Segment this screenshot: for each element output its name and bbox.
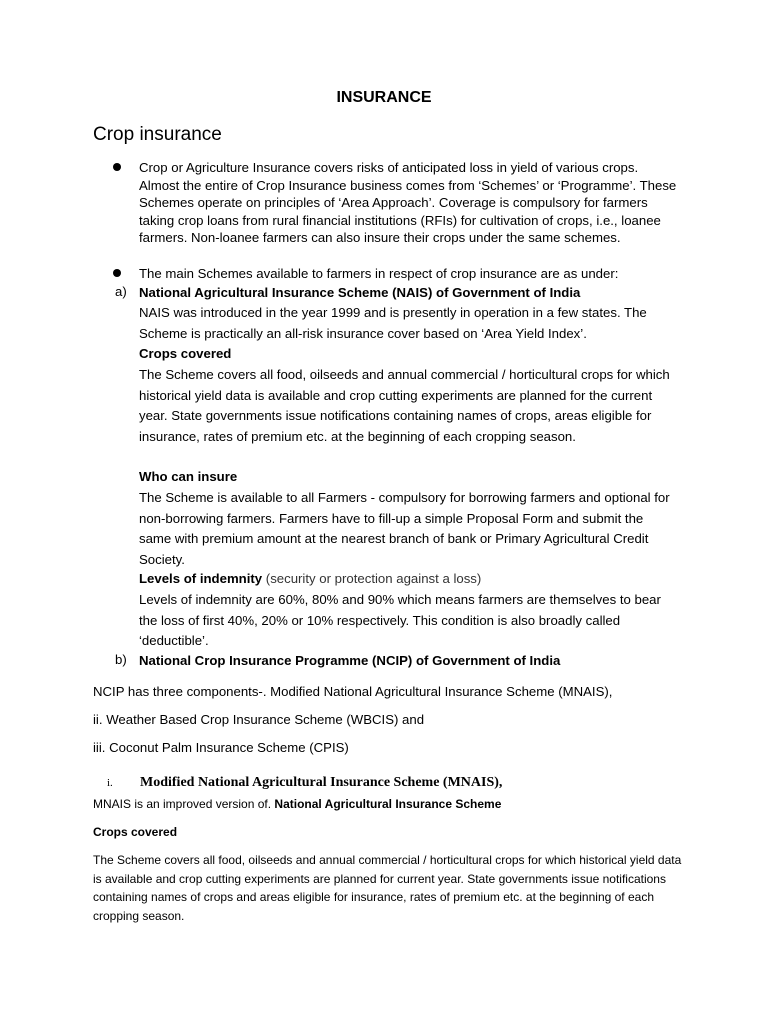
- indemnity-text: Levels of indemnity are 60%, 80% and 90% which means farmers are themselves to bear the loss of first 40%, 20% or 10% respectively. This condition is also broadly called ‘deductible’.: [139, 592, 661, 648]
- who-can-insure-text: The Scheme is available to all Farmers - compulsory for borrowing farmers and optional for non-borrowing farmers. Farmers have to fill-up a simple Proposal Form and submit the same with premium amount at the nearest branch of bank or Primary Agricultural Credit Society.: [139, 490, 670, 567]
- bullet-paragraph-1: Crop or Agriculture Insurance covers risks of anticipated loss in yield of various crops. Almost the entire of Crop Insurance business comes from ‘Schemes’ or ‘Programme’. These Schemes operate on principles of ‘Area Approach’. Coverage is compulsory for farmers taking crop loans from rural financial institutions (RFIs) for cultivation of crops, i.e., loanee farmers. Non-loanee farmers can also insure their crops under the same schemes.: [139, 160, 677, 245]
- page-title: INSURANCE: [336, 89, 432, 106]
- ncip-line-2: ii. Weather Based Crop Insurance Scheme (WBCIS) and: [93, 712, 425, 727]
- indemnity-heading: [139, 570, 679, 588]
- bullet-paragraph-2: The main Schemes available to farmers in respect of crop insurance are as under:: [139, 266, 619, 281]
- mnais-bold: National Agricultural Insurance Scheme: [274, 797, 502, 811]
- ncip-line-3: iii. Coconut Palm Insurance Scheme (CPIS): [93, 740, 349, 755]
- mnais-heading: Modified National Agricultural Insurance Scheme (MNAIS),: [140, 775, 503, 790]
- mnais-line: [93, 797, 501, 811]
- nais-intro: NAIS was introduced in the year 1999 and is presently in operation in a few states. The Scheme is practically an all-risk insurance cover based on ‘Area Yield Index’.: [139, 305, 647, 341]
- mnais-prefix: MNAIS is an improved version of.: [93, 797, 272, 811]
- list-marker-b: b): [115, 652, 127, 667]
- bullet-marker: [113, 269, 121, 277]
- crops-covered-text-2: The Scheme covers all food, oilseeds and annual commercial / horticultural crops for which historical yield data is available and crop cutting experiments are planned for current year. State governments issue notifications containing names of crops and areas eligible for insurance, rates of premium etc. at the beginning of each cropping season.: [93, 853, 682, 923]
- crops-covered-text: The Scheme covers all food, oilseeds and annual commercial / horticultural crops for which historical yield data is available and crop cutting experiments are planned for the current year. State governments issue notifications containing names of crops, areas eligible for insurance, rates of premium etc. at the beginning of each cropping season.: [139, 367, 670, 444]
- indemnity-label: Levels of indemnity: [139, 571, 263, 586]
- section-heading: Crop insurance: [93, 124, 222, 145]
- crops-covered-label-2: Crops covered: [93, 825, 178, 839]
- crops-covered-label: Crops covered: [139, 346, 232, 361]
- bullet-marker: [113, 163, 121, 171]
- sub-list-marker-i: i.: [107, 777, 113, 789]
- list-marker-a: a): [115, 284, 127, 299]
- ncip-line-1: NCIP has three components-. Modified National Agricultural Insurance Scheme (MNAIS),: [93, 684, 613, 699]
- indemnity-note: (security or protection against a loss): [265, 571, 482, 586]
- who-can-insure-label: Who can insure: [139, 469, 238, 484]
- item-b-heading: National Crop Insurance Programme (NCIP) of Government of India: [139, 653, 561, 668]
- item-a-heading: National Agricultural Insurance Scheme (NAIS) of Government of India: [139, 285, 581, 300]
